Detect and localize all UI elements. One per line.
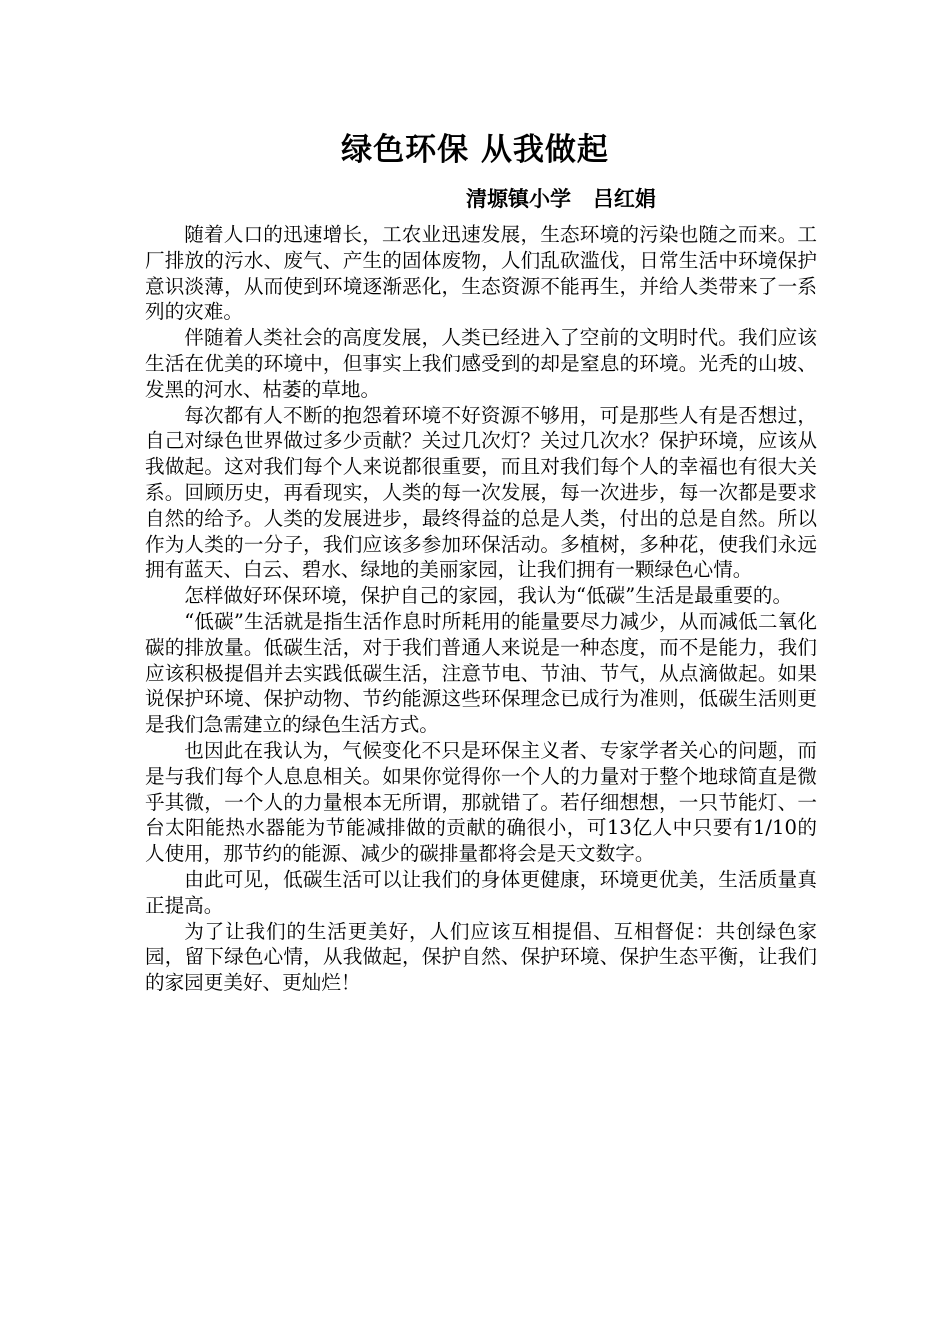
paragraph: “低碳”生活就是指生活作息时所耗用的能量要尽力减少，从而减低二氧化碳的排放量。低碳生活，对于我们普通人来说是一种态度，而不是能力，我们应该积极提倡并去实践低碳生活，注意节电、节油、节气，从点滴做起。如果说保护环境、保护动物、节约能源这些环保理念已成行为准则，低碳生活则更是我们急需建立的绿色生活方式。: [145, 609, 817, 737]
paragraph: 怎样做好环保环境，保护自己的家园，我认为“低碳”生活是最重要的。: [184, 584, 793, 608]
paragraph: 由此可见，低碳生活可以让我们的身体更健康，环境更优美，生活质量真正提高。: [145, 867, 817, 917]
paragraph: 也因此在我认为，气候变化不只是环保主义者、专家学者关心的问题，而是与我们每个人息息相关。如果你觉得你一个人的力量对于整个地球简直是微乎其微，一个人的力量根本无所谓，那就错了。若仔细想想，一只节能灯、一台太阳能热水器能为节能减排做的贡献的确很小，可13亿人中只要有1/10的人使用，那节约的能源、减少的碳排量都将会是天文数字。: [145, 738, 817, 866]
document-title: 绿色环保 从我做起: [341, 132, 609, 168]
paragraph: 伴随着人类社会的高度发展，人类已经进入了空前的文明时代。我们应该生活在优美的环境中，但事实上我们感受到的却是窒息的环境。光秃的山坡、发黑的河水、枯萎的草地。: [145, 326, 817, 401]
document-body: [145, 222, 817, 996]
paragraph: 随着人口的迅速增长，工农业迅速发展，生态环境的污染也随之而来。工厂排放的污水、废气、产生的固体废物，人们乱砍滥伐，日常生活中环境保护意识淡薄，从而使到环境逐渐恶化，生态资源不能再生，并给人类带来了一系列的灾难。: [145, 223, 817, 324]
paragraph: 每次都有人不断的抱怨着环境不好资源不够用，可是那些人有是否想过，自己对绿色世界做过多少贡献？关过几次灯？关过几次水？保护环境，应该从我做起。这对我们每个人来说都很重要，而且对我们每个人的幸福也有很大关系。回顾历史，再看现实，人类的每一次发展，每一次进步，每一次都是要求自然的给予。人类的发展进步，最终得益的总是人类，付出的总是自然。所以作为人类的一分子，我们应该多参加环保活动。多植树，多种花，使我们永远拥有蓝天、白云、碧水、绿地的美丽家园，让我们拥有一颗绿色心情。: [145, 403, 817, 582]
paragraph: 为了让我们的生活更美好，人们应该互相提倡、互相督促：共创绿色家园，留下绿色心情，从我做起，保护自然、保护环境、保护生态平衡，让我们的家园更美好、更灿烂！: [145, 919, 817, 995]
document-author: 清塬镇小学 吕红娟: [466, 186, 656, 211]
